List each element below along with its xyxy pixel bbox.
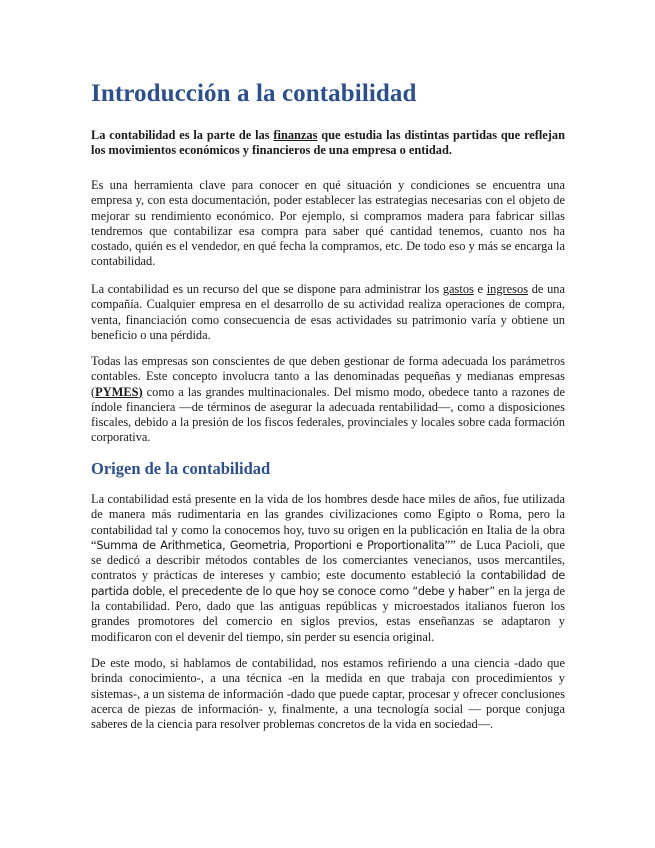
p2-text: La contabilidad es un recurso del que se dispone para administrar los (91, 282, 443, 296)
p3-text: Todas las empresas son conscientes de que deben gestionar de forma adecuada los parámetros contables. Este concepto involucra tanto a las denominadas pequeñas y medianas empresas ( (91, 354, 565, 399)
book-title: Summa de Arithmetica, Geometria, Proportioni e Proportionalita (96, 538, 445, 552)
paragraph-empresas (91, 354, 565, 446)
ingresos-link[interactable]: ingresos (486, 282, 529, 296)
pymes-link[interactable]: PYMES) (95, 384, 143, 399)
intro-text-end: que estudia las distintas partidas que reflejan los movimientos económicos y financieros de una empresa o entidad. (91, 128, 565, 158)
paragraph-recurso (91, 282, 565, 343)
section-heading-origen: Origen de la contabilidad (91, 459, 271, 478)
partida-doble-phrase: contabilidad de partida doble, el precedente de lo que hoy se conoce como “debe y haber” (91, 569, 565, 598)
p4-text-mid: ”” de Luca Pacioli, que se dedicó a describir métodos contables de los comerciantes venecianos, usos mercantiles, contratos y prácticas de intereses y cambio; este documento estableció la (91, 537, 565, 583)
page-title: Introducción a la contabilidad (91, 80, 417, 107)
finanzas-link[interactable]: finanzas (273, 128, 318, 142)
gastos-link[interactable]: gastos (442, 282, 474, 296)
p4-text: La contabilidad está presente en la vida de los hombres desde hace miles de años, fue utilizada de manera más rudimentaria en las grandes civilizaciones como Egipto o Roma, pero la contabilidad tal y como la conocemos hoy, tuvo su origen en la publicación en Italia de la obra “ (91, 492, 565, 552)
intro-text: La contabilidad es la parte de las (91, 128, 274, 142)
paragraph-herramienta: Es una herramienta clave para conocer en qué situación y condiciones se encuentra una empresa y, con esta documentación, poder establecer las estrategias necesarias con el objeto de mejorar su rendimiento económico. Por ejemplo, si compramos madera para fabricar sillas tendremos que contabilizar esa compra para saber qué cantidad tenemos, cuanto nos ha costado, quién es el vendedor, en qué fecha la compramos, etc. De todo eso y más se encarga la contabilidad. (91, 178, 565, 269)
paragraph-ciencia: De este modo, si hablamos de contabilidad, nos estamos refiriendo a una ciencia -dado que brinda conocimiento-, a una técnica -en la medida en que trabaja con procedimientos y sistemas-, a un sistema de información -dado que puede captar, procesar y ofrecer conclusiones acerca de piezas de información- y, finalmente, a una tecnología social — porque conjuga saberes de la ciencia para resolver problemas concretos de la vida en sociedad—. (91, 656, 565, 732)
p2-text-mid: e (473, 282, 487, 296)
paragraph-origen (91, 492, 565, 645)
p3-text-end: como a las grandes multinacionales. Del mismo modo, obedece tanto a razones de índole financiera —de términos de asegurar la adecuada rentabilidad—, como a disposiciones fiscales, debido a la presión de los fiscos federales, provinciales y locales sobre cada formación corporativa. (91, 384, 565, 445)
intro-paragraph (91, 128, 565, 159)
p4-text-end: en la jerga de la contabilidad. Pero, dado que las antiguas repúblicas y microestados italianos fueron los grandes promotores del comercio en siglos previos, estas enseñanzas se adaptaron y modificaron con el devenir del tiempo, sin perder su esencia original. (91, 583, 566, 644)
p2-text-end: de una compañía. Cualquier empresa en el desarrollo de su actividad realiza operaciones de compra, venta, financiación como consecuencia de esas actividades su patrimonio varía y obtiene un beneficio o una pérdida. (91, 282, 565, 342)
